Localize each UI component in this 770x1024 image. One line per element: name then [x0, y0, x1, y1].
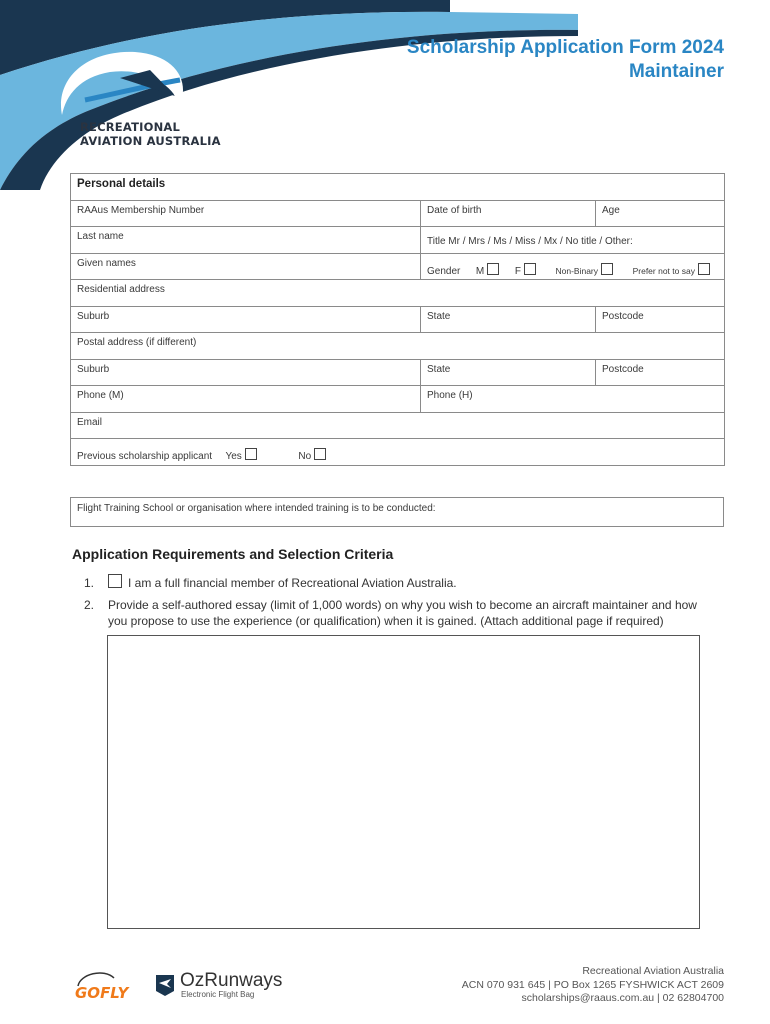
- membership-number-field[interactable]: RAAus Membership Number: [71, 200, 421, 227]
- age-field[interactable]: Age: [596, 200, 725, 227]
- requirement-2-number: 2.: [84, 598, 95, 612]
- gofly-wordmark: GOFLY: [75, 984, 129, 1002]
- postal-state-field[interactable]: State: [421, 359, 596, 386]
- gender-pnts-label: Prefer not to say: [632, 265, 695, 276]
- residential-suburb-field[interactable]: Suburb: [71, 306, 421, 333]
- title-line-1: Scholarship Application Form 2024: [406, 37, 724, 58]
- gender-pnts-checkbox[interactable]: [698, 263, 710, 275]
- gender-nb-checkbox[interactable]: [601, 263, 613, 275]
- footer-contact-line: scholarships@raaus.com.au | 02 62804700: [521, 992, 724, 1004]
- email-field[interactable]: Email: [71, 412, 725, 439]
- header-swoosh-graphic: [0, 0, 770, 200]
- requirement-item-2: [84, 598, 697, 629]
- personal-details-table: [70, 173, 725, 466]
- ozrunways-plane-icon: [154, 973, 176, 997]
- postal-address-field[interactable]: Postal address (if different): [71, 333, 725, 360]
- title-line-2: Maintainer: [628, 61, 724, 82]
- residential-state-field[interactable]: State: [421, 306, 596, 333]
- training-school-field[interactable]: Flight Training School or organisation where intended training is to be conducted:: [70, 497, 724, 527]
- gofly-logo: [74, 970, 129, 1004]
- gender-label: Gender: [427, 265, 461, 277]
- phone-mobile-field[interactable]: Phone (M): [71, 386, 421, 413]
- gender-m-checkbox[interactable]: [487, 263, 499, 275]
- prev-yes-checkbox[interactable]: [245, 448, 257, 460]
- requirement-item-1: [84, 574, 457, 592]
- personal-details-heading: Personal details: [71, 174, 725, 201]
- prev-no-label: No: [298, 451, 312, 462]
- date-of-birth-field[interactable]: Date of birth: [421, 200, 596, 227]
- footer-address-line: ACN 070 931 645 | PO Box 1265 FYSHWICK ACT 2609: [461, 978, 724, 991]
- prev-no-checkbox[interactable]: [314, 448, 326, 460]
- requirements-heading: Application Requirements and Selection Criteria: [72, 546, 394, 562]
- ozrunways-wordmark: OzRunways: [180, 970, 283, 991]
- gender-f-label: F: [514, 265, 521, 277]
- logo: [80, 120, 221, 148]
- requirement-1-number: 1.: [84, 576, 95, 590]
- gender-field: [421, 253, 725, 280]
- gender-f-checkbox[interactable]: [524, 263, 536, 275]
- financial-member-checkbox[interactable]: [108, 574, 122, 588]
- footer-org-name: Recreational Aviation Australia: [582, 965, 724, 977]
- previous-applicant-label: Previous scholarship applicant: [77, 451, 213, 462]
- prev-yes-label: Yes: [225, 451, 242, 462]
- gender-nb-label: Non-Binary: [555, 265, 599, 276]
- logo-line-1: RECREATIONAL: [80, 120, 181, 134]
- footer-contact: [462, 965, 724, 1006]
- gender-m-label: M: [475, 265, 485, 277]
- given-names-field[interactable]: Given names: [71, 253, 421, 280]
- requirement-1-text: I am a full financial member of Recreational Aviation Australia.: [128, 576, 457, 590]
- ozrunways-logo: [154, 970, 284, 1002]
- requirement-2-line-2: you propose to use the experience (or qualification) when it is gained. (Attach additional page if required): [108, 613, 664, 628]
- logo-line-2: AVIATION AUSTRALIA: [80, 134, 221, 148]
- title-field[interactable]: Title Mr / Mrs / Ms / Miss / Mx / No title / Other:: [421, 227, 725, 254]
- ozrunways-tagline: Electronic Flight Bag: [181, 990, 255, 999]
- residential-address-field[interactable]: Residential address: [71, 280, 725, 307]
- phone-home-field[interactable]: Phone (H): [421, 386, 725, 413]
- requirement-2-line-1: Provide a self-authored essay (limit of 1,000 words) on why you wish to become an aircraft maintainer and how: [108, 598, 697, 612]
- page-title: [407, 36, 724, 84]
- postal-postcode-field[interactable]: Postcode: [596, 359, 725, 386]
- previous-applicant-row: [71, 439, 725, 466]
- postal-suburb-field[interactable]: Suburb: [71, 359, 421, 386]
- essay-text-area[interactable]: [107, 635, 700, 929]
- residential-postcode-field[interactable]: Postcode: [596, 306, 725, 333]
- last-name-field[interactable]: Last name: [71, 227, 421, 254]
